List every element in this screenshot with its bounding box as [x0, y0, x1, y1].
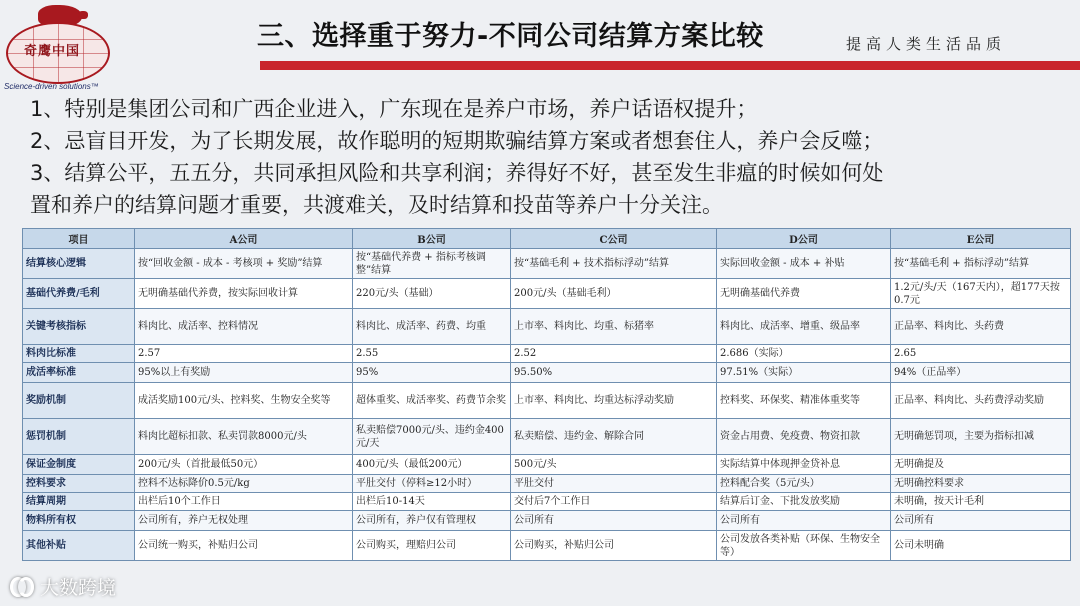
- table-cell: 公司未明确: [891, 531, 1071, 561]
- row-label: 料肉比标准: [23, 345, 135, 363]
- company-logo: [4, 2, 126, 94]
- table-cell: 95.50%: [511, 363, 717, 383]
- table-row: [23, 249, 1071, 279]
- table-cell: 平肚交付（停料≥12小时）: [353, 475, 511, 493]
- watermark: [10, 574, 116, 598]
- row-label: 物料所有权: [23, 511, 135, 531]
- table-cell: 控料奖、环保奖、精准体重奖等: [717, 383, 891, 419]
- table-cell: 2.686（实际）: [717, 345, 891, 363]
- table-cell: 结算后订金、下批发放奖励: [717, 493, 891, 511]
- row-label: 成活率标准: [23, 363, 135, 383]
- table-cell: 2.52: [511, 345, 717, 363]
- table-header-row: [23, 229, 1071, 249]
- table-cell: 按“回收金额 - 成本 - 考核项 + 奖励”结算: [135, 249, 353, 279]
- point-1: 1、特别是集团公司和广西企业进入，广东现在是养户市场，养户话语权提升；: [30, 97, 758, 121]
- column-header: B公司: [353, 229, 511, 249]
- table-cell: 公司统一购买，补贴归公司: [135, 531, 353, 561]
- point-2: 2、忌盲目开发，为了长期发展，故作聪明的短期欺骗结算方案或者想套住人，养户会反噬；: [30, 129, 884, 153]
- table-cell: 公司所有，养户仅有管理权: [353, 511, 511, 531]
- table-cell: 2.65: [891, 345, 1071, 363]
- watermark-text: 大数跨境: [40, 576, 117, 599]
- table-cell: 无明确惩罚项，主要为指标扣减: [891, 419, 1071, 455]
- table-cell: 公司所有: [891, 511, 1071, 531]
- table-cell: 资金占用费、免疫费、物资扣款: [717, 419, 891, 455]
- table-row: [23, 511, 1071, 531]
- table-cell: 公司购买，补贴归公司: [511, 531, 717, 561]
- table-cell: 控料配合奖（5元/头）: [717, 475, 891, 493]
- table-cell: 500元/头: [511, 455, 717, 475]
- row-label: 关键考核指标: [23, 309, 135, 345]
- table-cell: 料肉比、成活率、控料情况: [135, 309, 353, 345]
- table-row: [23, 531, 1071, 561]
- table-cell: 95%: [353, 363, 511, 383]
- table-cell: 公司所有: [511, 511, 717, 531]
- table-cell: 私卖赔偿、违约金、解除合同: [511, 419, 717, 455]
- point-3-continued: 置和养户的结算问题才重要，共渡难关，及时结算和投苗等养户十分关注。: [30, 193, 723, 217]
- table-cell: 料肉比、成活率、增重、级品率: [717, 309, 891, 345]
- table-cell: 超体重奖、成活率奖、药费节余奖: [353, 383, 511, 419]
- row-label: 惩罚机制: [23, 419, 135, 455]
- table-cell: 料肉比、成活率、药费、均重: [353, 309, 511, 345]
- table-cell: 按“基础毛利 + 技术指标浮动”结算: [511, 249, 717, 279]
- table-cell: 94%（正品率）: [891, 363, 1071, 383]
- column-header: E公司: [891, 229, 1071, 249]
- row-label: 其他补贴: [23, 531, 135, 561]
- column-header: C公司: [511, 229, 717, 249]
- table-cell: 平肚交付: [511, 475, 717, 493]
- column-header: 项目: [23, 229, 135, 249]
- table-cell: 按“基础代养费 + 指标考核调整”结算: [353, 249, 511, 279]
- logo-tagline: Science-driven solutions™: [4, 82, 99, 91]
- table-cell: 97.51%（实际）: [717, 363, 891, 383]
- table-cell: 无明确提及: [891, 455, 1071, 475]
- row-label: 基础代养费/毛利: [23, 279, 135, 309]
- column-header: D公司: [717, 229, 891, 249]
- watermark-logo-icon: [10, 575, 32, 597]
- table-cell: 2.55: [353, 345, 511, 363]
- row-label: 保证金制度: [23, 455, 135, 475]
- row-label: 控料要求: [23, 475, 135, 493]
- logo-brand-text: 奇鹰中国: [24, 44, 81, 59]
- table-cell: 出栏后10-14天: [353, 493, 511, 511]
- row-label: 结算周期: [23, 493, 135, 511]
- slide-title: 三、选择重于努力-不同公司结算方案比较: [257, 21, 764, 52]
- table-cell: 220元/头（基础）: [353, 279, 511, 309]
- table-cell: 公司所有，养户无权处理: [135, 511, 353, 531]
- column-header: A公司: [135, 229, 353, 249]
- table-row: [23, 345, 1071, 363]
- table-cell: 未明确，按天计毛利: [891, 493, 1071, 511]
- comparison-table: [22, 228, 1071, 561]
- key-points: [30, 93, 1070, 221]
- table-row: [23, 475, 1071, 493]
- title-underline-bar: [260, 61, 1080, 70]
- slide-subtitle: 提高人类生活品质: [846, 35, 1007, 53]
- table-cell: 无明确控料要求: [891, 475, 1071, 493]
- table-cell: 无明确基础代养费: [717, 279, 891, 309]
- table-cell: 公司发放各类补贴（环保、生物安全等）: [717, 531, 891, 561]
- table-cell: 上市率、料肉比、均重、标猪率: [511, 309, 717, 345]
- table-row: [23, 383, 1071, 419]
- table-row: [23, 363, 1071, 383]
- table-cell: 200元/头（首批最低50元）: [135, 455, 353, 475]
- table-row: [23, 455, 1071, 475]
- table-cell: 400元/头（最低200元）: [353, 455, 511, 475]
- row-label: 奖励机制: [23, 383, 135, 419]
- table-cell: 交付后7个工作日: [511, 493, 717, 511]
- row-label: 结算核心逻辑: [23, 249, 135, 279]
- table-cell: 无明确基础代养费，按实际回收计算: [135, 279, 353, 309]
- table-cell: 实际结算中体现押金贷补息: [717, 455, 891, 475]
- table-cell: 实际回收金额 - 成本 + 补贴: [717, 249, 891, 279]
- table-row: [23, 419, 1071, 455]
- table-cell: 200元/头（基础毛利）: [511, 279, 717, 309]
- table-cell: 私卖赔偿7000元/头、违约金400元/天: [353, 419, 511, 455]
- table-cell: 1.2元/头/天（167天内），超177天按0.7元: [891, 279, 1071, 309]
- table-cell: 成活奖励100元/头、控料奖、生物安全奖等: [135, 383, 353, 419]
- table-cell: 公司所有: [717, 511, 891, 531]
- table-row: [23, 493, 1071, 511]
- table-cell: 料肉比超标扣款、私卖罚款8000元/头: [135, 419, 353, 455]
- table-cell: 正品率、料肉比、头药费: [891, 309, 1071, 345]
- table-cell: 正品率、料肉比、头药费浮动奖励: [891, 383, 1071, 419]
- table-cell: 控料不达标降价0.5元/kg: [135, 475, 353, 493]
- table-cell: 95%以上有奖励: [135, 363, 353, 383]
- table-row: [23, 309, 1071, 345]
- table-cell: 上市率、料肉比、均重达标浮动奖励: [511, 383, 717, 419]
- point-3: 3、结算公平，五五分，共同承担风险和共享利润；养得好不好，甚至发生非瘟的时候如何处: [30, 161, 884, 185]
- table-cell: 出栏后10个工作日: [135, 493, 353, 511]
- table-row: [23, 279, 1071, 309]
- table-cell: 公司购买，理赔归公司: [353, 531, 511, 561]
- table-cell: 2.57: [135, 345, 353, 363]
- table-cell: 按“基础毛利 + 指标浮动”结算: [891, 249, 1071, 279]
